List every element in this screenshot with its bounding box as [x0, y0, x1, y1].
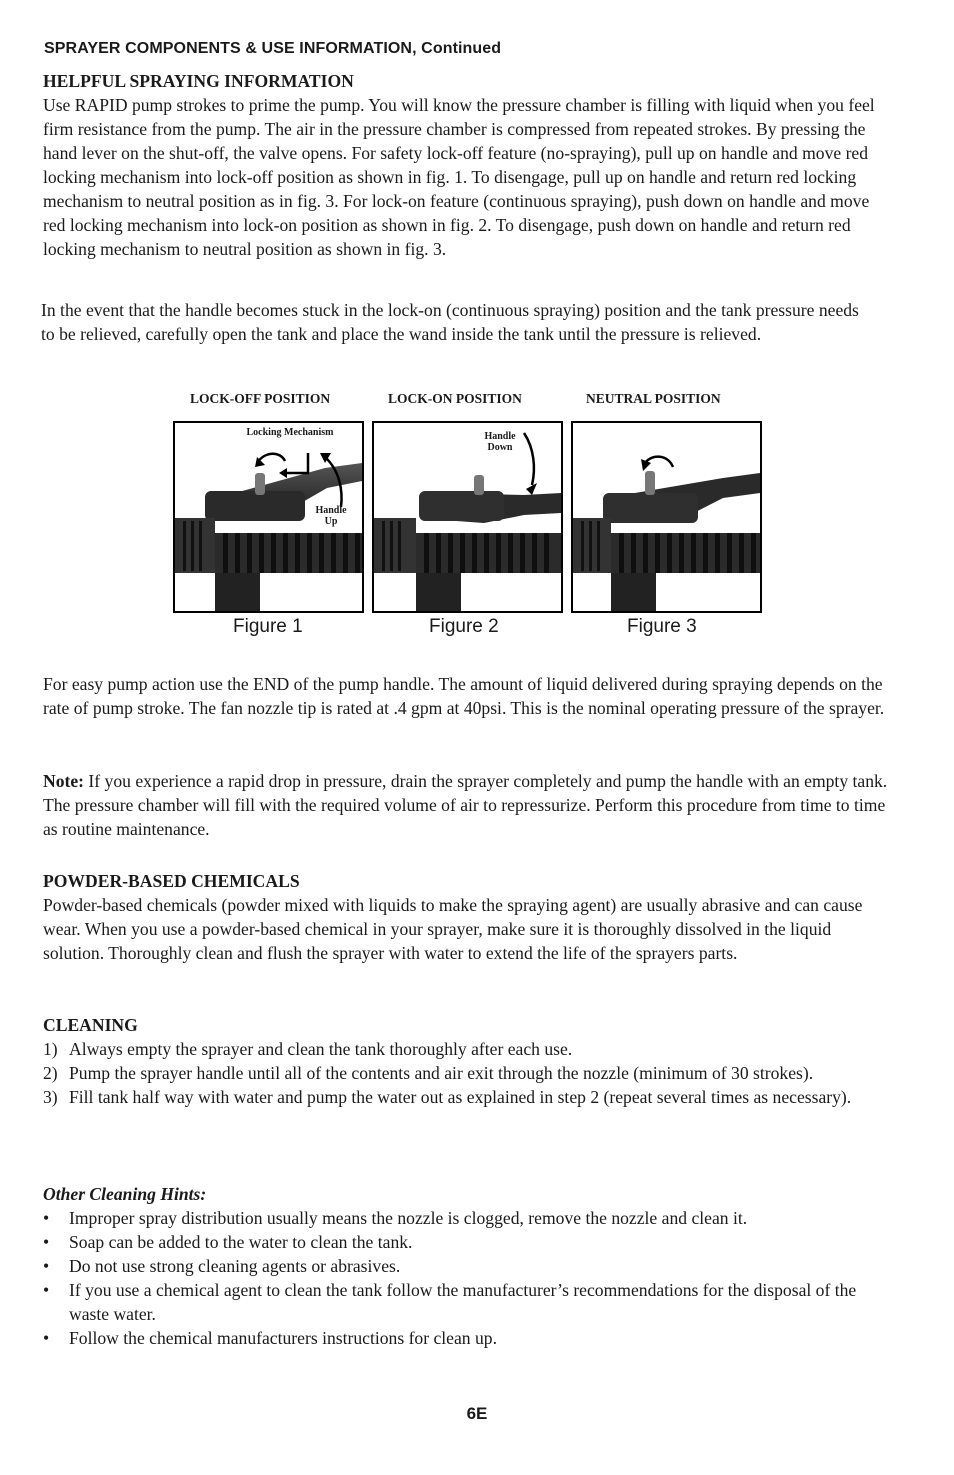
lock-on-position-label: LOCK-ON POSITION — [388, 391, 522, 406]
list-item — [43, 1037, 873, 1061]
list-item — [43, 1278, 873, 1326]
helpful-paragraph-2: In the event that the handle becomes stuck in the lock-on (continuous spraying) position and the tank pressure needs to be relieved, carefully open the tank and place the wand inside the tank until the pressure is relieved. — [41, 300, 859, 344]
section-header — [44, 40, 501, 58]
bullet-icon: • — [43, 1280, 50, 1300]
hints-heading: Other Cleaning Hints: — [43, 1184, 207, 1204]
figure-3-caption: Figure 3 — [627, 616, 697, 637]
list-item — [43, 1085, 873, 1109]
helpful-heading: HELPFUL SPRAYING INFORMATION — [43, 71, 354, 91]
hints-list — [43, 1206, 873, 1350]
powder-section — [43, 869, 895, 965]
helpful-paragraph-1: Use RAPID pump strokes to prime the pump. You will know the pressure chamber is filling with liquid when you feel firm resistance from the pump. The air in the pressure chamber is compressed from repeated strokes. By pressing the hand lever on the shut-off, the valve opens. For safety lock-off feature (no-spraying), pull up on handle and move red locking mechanism into lock-off position as shown in fig. 1. To disengage, pull up on handle and return red locking mechanism to neutral position as in fig. 3. For lock-on feature (continuous spraying), push down on handle and move red locking mechanism into lock-on position as shown in fig. 2. To disengage, push down on handle and return red locking mechanism to neutral position as shown in fig. 3. — [43, 95, 875, 259]
pump-paragraph: For easy pump action use the END of the pump handle. The amount of liquid delivered during spraying depends on the rate of pump stroke. The fan nozzle tip is rated at .4 gpm at 40psi. This is the nominal operating pressure of the sprayer. — [43, 674, 885, 718]
handle-down-line-1: Handle — [484, 431, 516, 442]
page-number: 6E — [466, 1404, 488, 1423]
figure-2-caption: Figure 2 — [429, 616, 499, 637]
handle-up-note — [309, 505, 353, 527]
section-title-suffix: Continued — [421, 40, 502, 57]
list-item — [43, 1326, 873, 1350]
hint-text: Soap can be added to the water to clean the tank. — [69, 1232, 413, 1252]
bullet-icon: • — [43, 1232, 50, 1252]
handle-down-note — [478, 431, 522, 453]
list-item — [43, 1254, 873, 1278]
section-title: SPRAYER COMPONENTS & USE INFORMATION, — [44, 40, 417, 57]
list-item — [43, 1206, 873, 1230]
hint-text: Improper spray distribution usually means the nozzle is clogged, remove the nozzle and clean it. — [69, 1208, 748, 1228]
hint-text: Follow the chemical manufacturers instructions for clean up. — [69, 1328, 497, 1348]
step-number: 1) — [43, 1039, 58, 1059]
locking-mechanism-note: Locking Mechanism — [246, 427, 334, 438]
figure-1-caption: Figure 1 — [233, 616, 303, 637]
lock-off-position-label: LOCK-OFF POSITION — [190, 391, 331, 406]
figure-3-image — [571, 421, 762, 613]
helpful-section — [43, 69, 893, 261]
hint-text: Do not use strong cleaning agents or abrasives. — [69, 1256, 401, 1276]
step-number: 2) — [43, 1063, 58, 1083]
handle-up-line-1: Handle — [315, 505, 347, 516]
sprayer-handle-lock-on-illustration — [374, 423, 561, 611]
cleaning-heading: CLEANING — [43, 1015, 138, 1035]
bullet-icon: • — [43, 1208, 50, 1228]
note-label: Note: — [43, 771, 85, 791]
neutral-position-label: NEUTRAL POSITION — [586, 391, 721, 406]
step-text: Pump the sprayer handle until all of the contents and air exit through the nozzle (minimum of 30 strokes). — [69, 1063, 814, 1083]
pump-section — [43, 672, 893, 720]
cleaning-steps — [43, 1037, 873, 1109]
hints-section — [43, 1182, 873, 1350]
powder-heading: POWDER-BASED CHEMICALS — [43, 871, 300, 891]
powder-paragraph: Powder-based chemicals (powder mixed with liquids to make the spraying agent) are usually abrasive and can cause wear. When you use a powder-based chemical in your sprayer, make sure it is thoroughly dissolved in the liquid solution. Thoroughly clean and flush the sprayer with water to extend the life of the sprayers parts. — [43, 895, 863, 963]
handle-up-line-2: Up — [324, 516, 338, 527]
figure-2-image — [372, 421, 563, 613]
figure-1-image — [173, 421, 364, 613]
note-text: If you experience a rapid drop in pressure, drain the sprayer completely and pump the handle with an empty tank. The pressure chamber will fill with the required volume of air to repressurize. Perform this procedure from time to time as routine maintenance. — [43, 771, 888, 839]
handle-down-line-2: Down — [487, 442, 513, 453]
hint-text: If you use a chemical agent to clean the tank follow the manufacturer’s recommendations for the disposal of the waste water. — [69, 1280, 857, 1324]
cleaning-section — [43, 1013, 873, 1109]
bullet-icon: • — [43, 1328, 50, 1348]
bullet-icon: • — [43, 1256, 50, 1276]
list-item — [43, 1230, 873, 1254]
helpful-paragraph-2-wrap — [41, 298, 861, 346]
note-section — [43, 769, 893, 841]
list-item — [43, 1061, 873, 1085]
sprayer-handle-neutral-illustration — [573, 423, 760, 611]
step-text: Always empty the sprayer and clean the tank thoroughly after each use. — [69, 1039, 573, 1059]
step-number: 3) — [43, 1087, 58, 1107]
step-text: Fill tank half way with water and pump the water out as explained in step 2 (repeat several times as necessary). — [69, 1087, 852, 1107]
note-paragraph — [43, 769, 893, 841]
